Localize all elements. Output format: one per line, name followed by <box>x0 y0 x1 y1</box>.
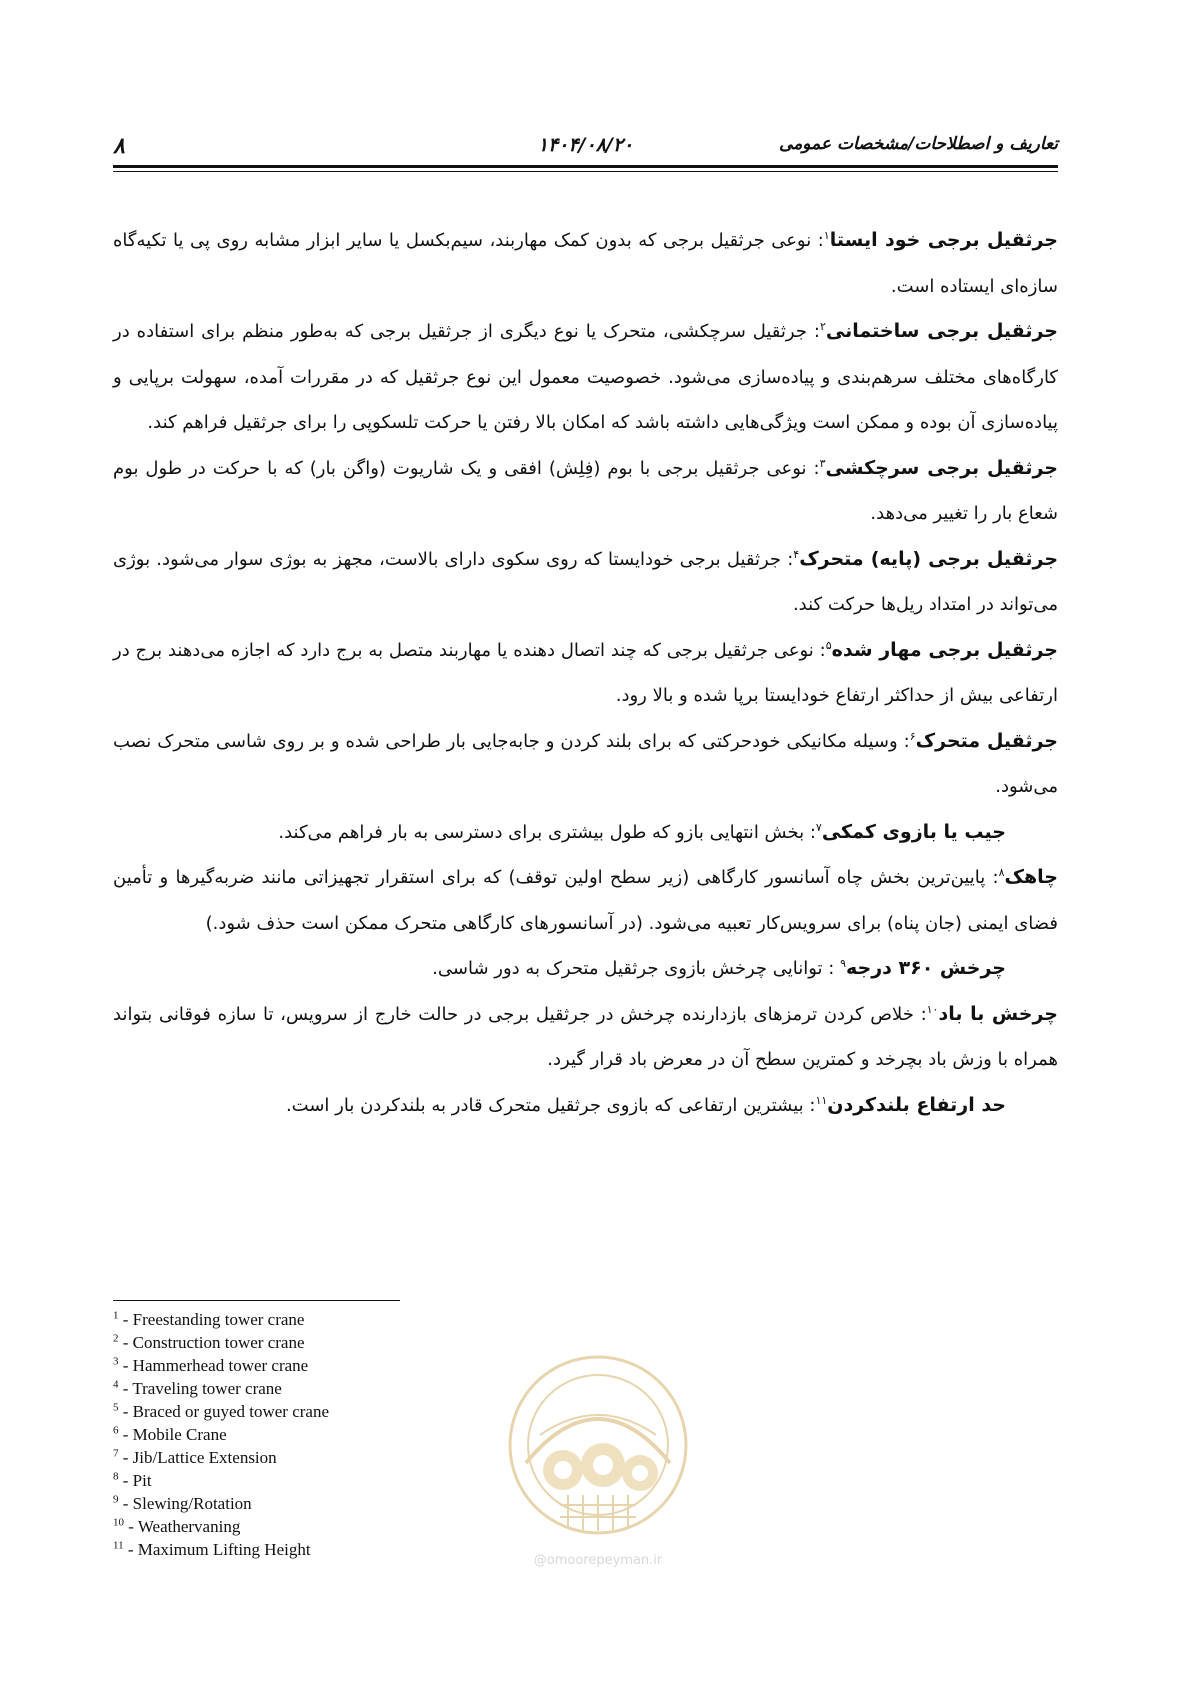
definition-item <box>113 719 1058 810</box>
footnote-text: - Slewing/Rotation <box>118 1494 252 1513</box>
definition-text: : جرثقیل برجی خودایستا که روی سکوی دارای بالاست، مجهز به بوژی سوار می‌شود. بوژی می‌تواند در امتداد ریل‌ها حرکت کند. <box>113 548 1058 615</box>
definition-term: چرخش با باد <box>938 1002 1058 1025</box>
definition-item <box>113 810 1058 856</box>
footnote-text: - Freestanding tower crane <box>118 1310 305 1329</box>
definition-term: جرثقیل برجی ساختمانی <box>825 320 1058 342</box>
footnote-separator <box>113 1300 400 1301</box>
footnote-ref[interactable]: ۷ <box>815 820 822 834</box>
footnote-item <box>113 1400 533 1423</box>
definition-term: چرخش ۳۶۰ درجه <box>845 957 1006 979</box>
footnote-number: 10 <box>113 1516 124 1529</box>
footnote-item <box>113 1377 533 1400</box>
definition-term: جرثقیل متحرک <box>915 729 1058 752</box>
footnote-ref[interactable]: ۱۰ <box>926 1002 939 1016</box>
header-date: ۱۴۰۴/۰۸/۲۰ <box>537 134 634 156</box>
footnote-item <box>113 1515 533 1538</box>
definition-term: جرثقیل برجی خود ایستا <box>829 229 1058 251</box>
footnote-number: 4 <box>113 1378 119 1391</box>
footnote-text: - Braced or guyed tower crane <box>118 1402 330 1421</box>
definition-text: : پایین‌ترین بخش چاه آسانسور کارگاهی (زیر سطح اولین توقف) که برای استقرار تجهیزاتی مانند ضربه‌گیرها و تأمین فضای ایمنی (جان پناه) برای سرویس‌کار تعبیه می‌شود. (در آسانسورهای کارگاهی متحرک ممکن است حذف شود.) <box>113 867 1058 934</box>
header-section-title: تعاریف و اصطلاحات/مشخصات عمومی <box>779 134 1058 154</box>
header-rule-thick <box>113 165 1058 168</box>
definition-text: : جرثقیل سرچکشی، متحرک یا نوع دیگری از جرثقیل برجی که به‌طور منظم برای استفاده در کارگاه‌های مختلف سرهم‌بندی و پیاده‌سازی می‌شود. خصوصیت معمول این نوع جرثقیل که در مقررات آمده، سهولت برپایی و پیاده‌سازی آن بوده و ممکن است ویژگی‌هایی داشته باشد که امکان بالا رفتن یا حرکت تلسکوپی را برای جرثقیل فراهم کند. <box>113 321 1058 433</box>
footnote-number: 8 <box>113 1470 119 1483</box>
definition-text: : بخش انتهایی بازو که طول بیشتری برای دسترسی به بار فراهم می‌کند. <box>278 821 816 843</box>
definition-item <box>113 855 1058 946</box>
page-number: ۸ <box>113 134 125 159</box>
footnote-text: - Traveling tower crane <box>118 1379 282 1398</box>
definition-item <box>113 992 1058 1083</box>
watermark-caption: @omoorepeyman.ir <box>533 1553 663 1568</box>
definition-term: جرثقیل برجی (پایه) متحرک <box>799 547 1059 570</box>
header-rule-thin <box>113 171 1058 172</box>
footnote-number: 7 <box>113 1447 119 1460</box>
definition-item <box>113 946 1058 992</box>
footnote-ref[interactable]: ۱۱ <box>815 1093 828 1107</box>
footnote-ref[interactable]: ۹ <box>840 957 846 970</box>
definition-item <box>113 309 1058 446</box>
footnotes <box>113 1308 533 1561</box>
footnote-text: - Weathervaning <box>124 1517 241 1536</box>
definition-text: : خلاص کردن ترمزهای بازدارنده چرخش در جرثقیل برجی در حالت خارج از سرویس، تا سازه فوقانی بتواند همراه با وزش باد بچرخد و کمترین سطح آن در معرض باد قرار گیرد. <box>113 1003 1058 1070</box>
footnote-text: - Mobile Crane <box>118 1425 227 1444</box>
definition-text: : وسیله مکانیکی خودحرکتی که برای بلند کردن و جابه‌جایی بار طراحی شده و بر روی شاسی متحرک نصب می‌شود. <box>113 730 1058 797</box>
footnote-ref[interactable]: ۵ <box>825 638 832 652</box>
logo-seal-icon <box>488 1345 708 1550</box>
definition-term: حد ارتفاع بلندکردن <box>827 1093 1006 1116</box>
footnote-number: 9 <box>113 1493 119 1506</box>
footnote-number: 1 <box>113 1309 119 1322</box>
definition-term: جرثقیل برجی سرچکشی <box>825 456 1058 479</box>
definition-item <box>113 628 1058 719</box>
footnote-item <box>113 1331 533 1354</box>
footnote-text: - Hammerhead tower crane <box>118 1356 309 1375</box>
definition-term: جیب یا بازوی کمکی <box>821 820 1006 843</box>
footnote-item <box>113 1423 533 1446</box>
footnote-item <box>113 1354 533 1377</box>
footnote-item <box>113 1308 533 1331</box>
footnote-text: - Maximum Lifting Height <box>123 1540 311 1559</box>
footnote-text: - Jib/Lattice Extension <box>118 1448 277 1467</box>
definition-item <box>113 537 1058 628</box>
definition-text: : نوعی جرثقیل برجی که چند اتصال دهنده یا مهاربند متصل به برج دارد که اجازه می‌دهند برج در ارتفاعی بیش از حداکثر ارتفاع خودایستا برپا شده و بالا رود. <box>113 639 1058 706</box>
definition-item <box>113 1083 1058 1129</box>
footnote-number: 6 <box>113 1424 119 1437</box>
footnote-item <box>113 1492 533 1515</box>
footnote-number: 11 <box>113 1539 124 1552</box>
footnote-number: 3 <box>113 1355 119 1368</box>
footnote-ref[interactable]: ۴ <box>793 547 800 561</box>
footnote-number: 5 <box>113 1401 119 1414</box>
footnote-ref[interactable]: ۸ <box>998 866 1005 879</box>
footnote-item <box>113 1469 533 1492</box>
footnote-ref[interactable]: ۶ <box>909 729 916 743</box>
definition-term: چاهک <box>1004 866 1058 888</box>
definition-item <box>113 218 1058 309</box>
footnote-ref[interactable]: ۲ <box>820 320 826 333</box>
footnote-ref[interactable]: ۱ <box>823 229 830 242</box>
footnote-text: - Construction tower crane <box>118 1333 305 1352</box>
footnote-text: - Pit <box>118 1471 152 1490</box>
footnote-item <box>113 1446 533 1469</box>
definitions-body <box>113 218 1058 1128</box>
definition-term: جرثقیل برجی مهار شده <box>831 638 1058 661</box>
footnote-number: 2 <box>113 1332 119 1345</box>
definition-text: : نوعی جرثقیل برجی با بوم (فِلِش) افقی و یک شاریوت (واگن بار) که با حرکت در طول بوم شعاع بار را تغییر می‌دهد. <box>113 457 1058 524</box>
footnote-item <box>113 1538 533 1561</box>
page-header <box>113 134 1058 168</box>
watermark-logo <box>488 1345 708 1570</box>
definition-item <box>113 446 1058 537</box>
definition-text: : نوعی جرثقیل برجی که بدون کمک مهاربند، سیم‌بکسل یا سایر ابزار مشابه روی پی یا تکیه‌گاه سازه‌ای ایستاده است. <box>113 230 1058 297</box>
definition-text: : بیشترین ارتفاعی که بازوی جرثقیل متحرک قادر به بلندکردن بار است. <box>285 1094 816 1116</box>
footnote-ref[interactable]: ۳ <box>819 456 826 470</box>
definition-text: : توانایی چرخش بازوی جرثقیل متحرک به دور شاسی. <box>432 958 841 979</box>
